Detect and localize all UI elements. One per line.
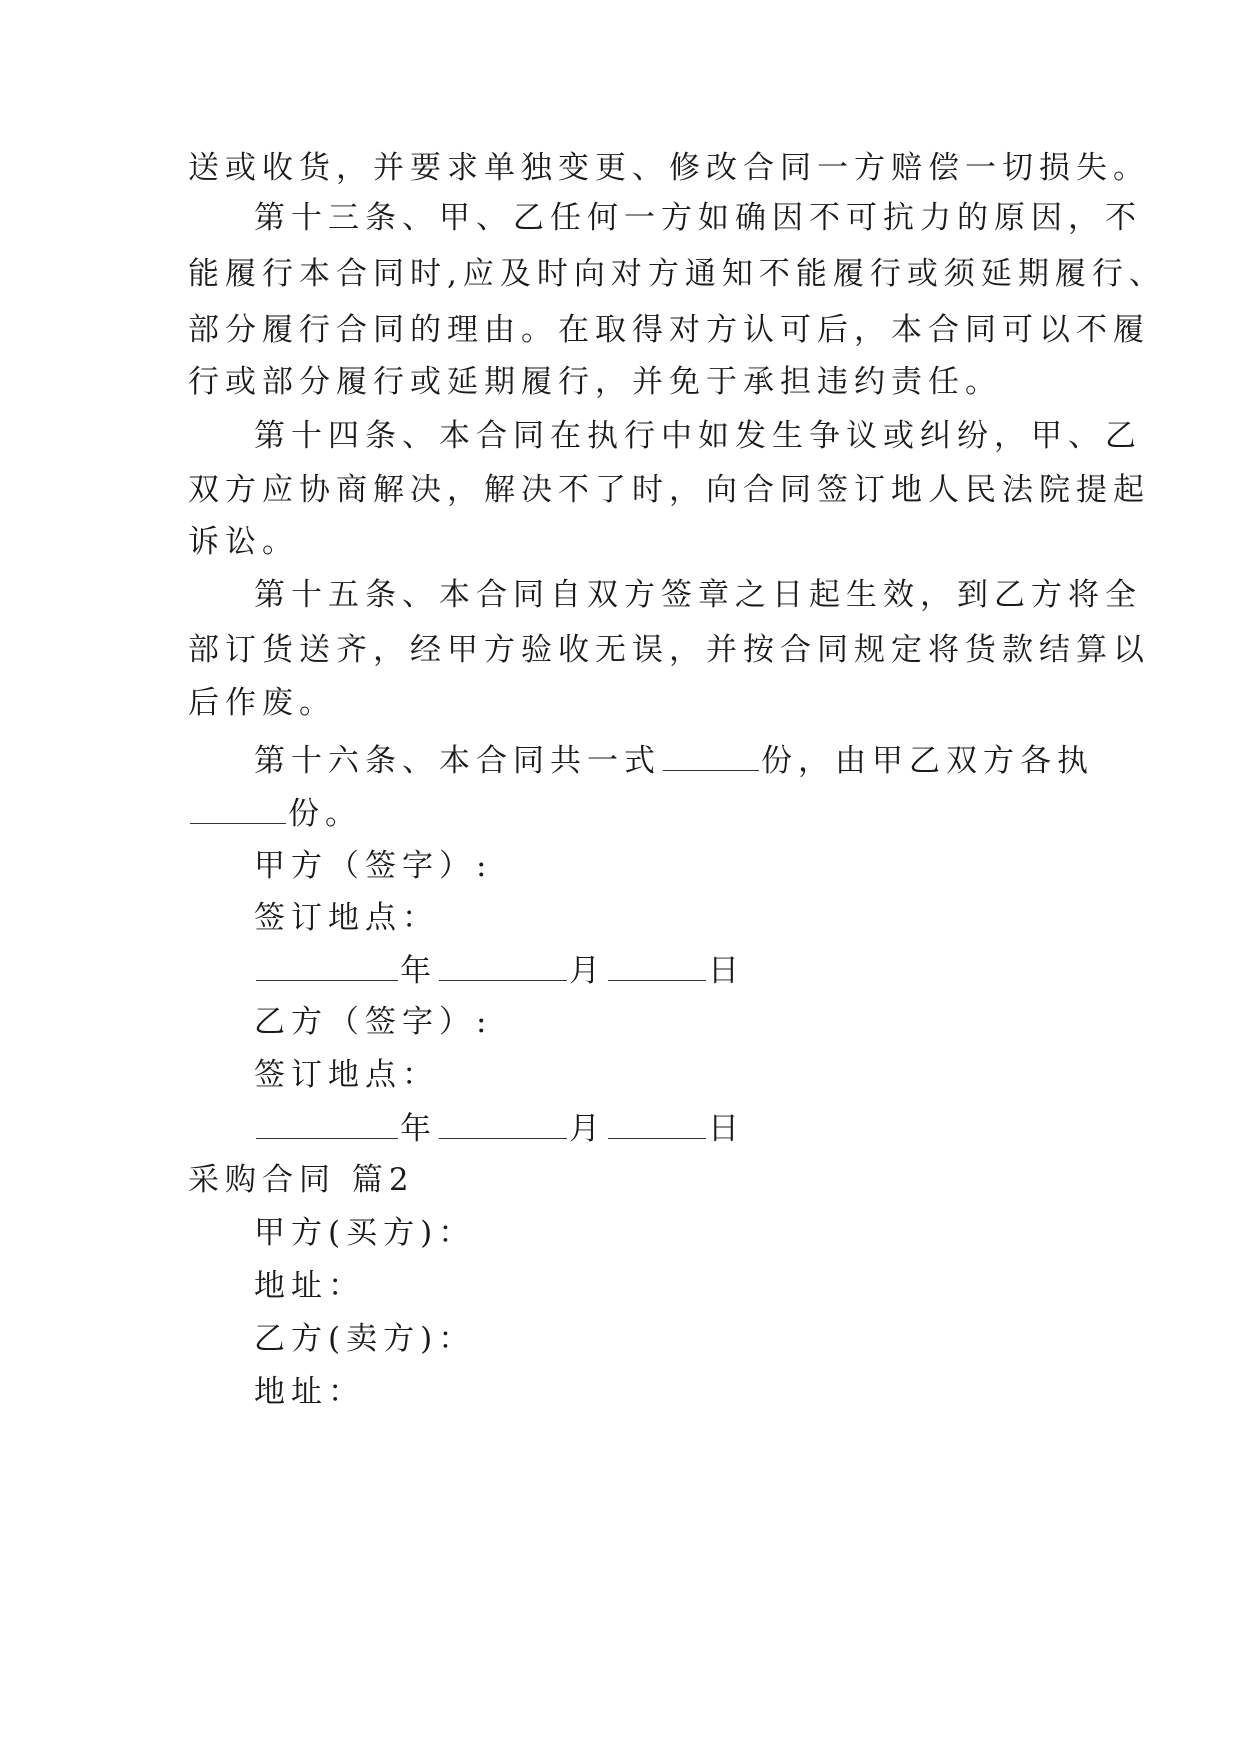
seller-address-label: 地址：	[254, 1374, 365, 1410]
party-b-sign-label: 乙方（签字）:	[254, 1004, 493, 1040]
article-16-line	[254, 740, 1094, 780]
paragraph-line: 部订货送齐，经甲方验收无误，并按合同规定将货款结算以	[188, 632, 1150, 668]
section-2-title: 采购合同 篇2	[188, 1162, 415, 1198]
party-a-sign-label: 甲方（签字）:	[254, 848, 493, 884]
day-label: 日	[708, 1111, 745, 1147]
year-label: 年	[400, 1111, 437, 1147]
copies-each-blank	[190, 793, 286, 824]
party-b-date-line	[254, 1108, 745, 1148]
paragraph-line: 后作废。	[188, 685, 336, 721]
party-b-place-label: 签订地点：	[254, 1057, 439, 1093]
year-label: 年	[400, 953, 437, 989]
article-15-line: 第十五条、本合同自双方签章之日起生效，到乙方将全	[254, 577, 1142, 613]
article-14-line: 第十四条、本合同在执行中如发生争议或纠纷，甲、乙	[254, 418, 1142, 454]
month-label: 月	[569, 1111, 606, 1147]
copies-total-blank	[663, 740, 759, 771]
day-label: 日	[708, 953, 745, 989]
month-label: 月	[569, 953, 606, 989]
year-blank	[256, 1108, 398, 1139]
paragraph-line: 送或收货，并要求单独变更、修改合同一方赔偿一切损失。	[188, 150, 1150, 186]
party-a-place-label: 签订地点：	[254, 900, 439, 936]
article-16-text-2: 份，由甲乙双方各执	[761, 743, 1094, 779]
buyer-address-label: 地址：	[254, 1268, 365, 1304]
paragraph-line: 行或部分履行或延期履行，并免于承担违约责任。	[188, 364, 1002, 400]
paragraph-line: 双方应协商解决，解决不了时，向合同签订地人民法院提起	[188, 472, 1150, 508]
article-16-text: 第十六条、本合同共一式	[254, 743, 661, 779]
day-blank	[608, 1108, 706, 1139]
buyer-label: 甲方(买方)：	[254, 1215, 476, 1251]
year-blank	[256, 950, 398, 981]
seller-label: 乙方(卖方)：	[254, 1321, 476, 1357]
month-blank	[439, 1108, 567, 1139]
article-16-text-3: 份。	[288, 796, 362, 832]
paragraph-line: 部分履行合同的理由。在取得对方认可后，本合同可以不履	[188, 312, 1150, 348]
article-13-line: 第十三条、甲、乙任何一方如确因不可抗力的原因，不	[254, 200, 1142, 236]
paragraph-line: 诉讼。	[188, 524, 299, 560]
article-16-line-2	[188, 793, 362, 833]
paragraph-line: 能履行本合同时,应及时向对方通知不能履行或须延期履行、	[188, 256, 1166, 292]
party-a-date-line	[254, 950, 745, 990]
month-blank	[439, 950, 567, 981]
day-blank	[608, 950, 706, 981]
